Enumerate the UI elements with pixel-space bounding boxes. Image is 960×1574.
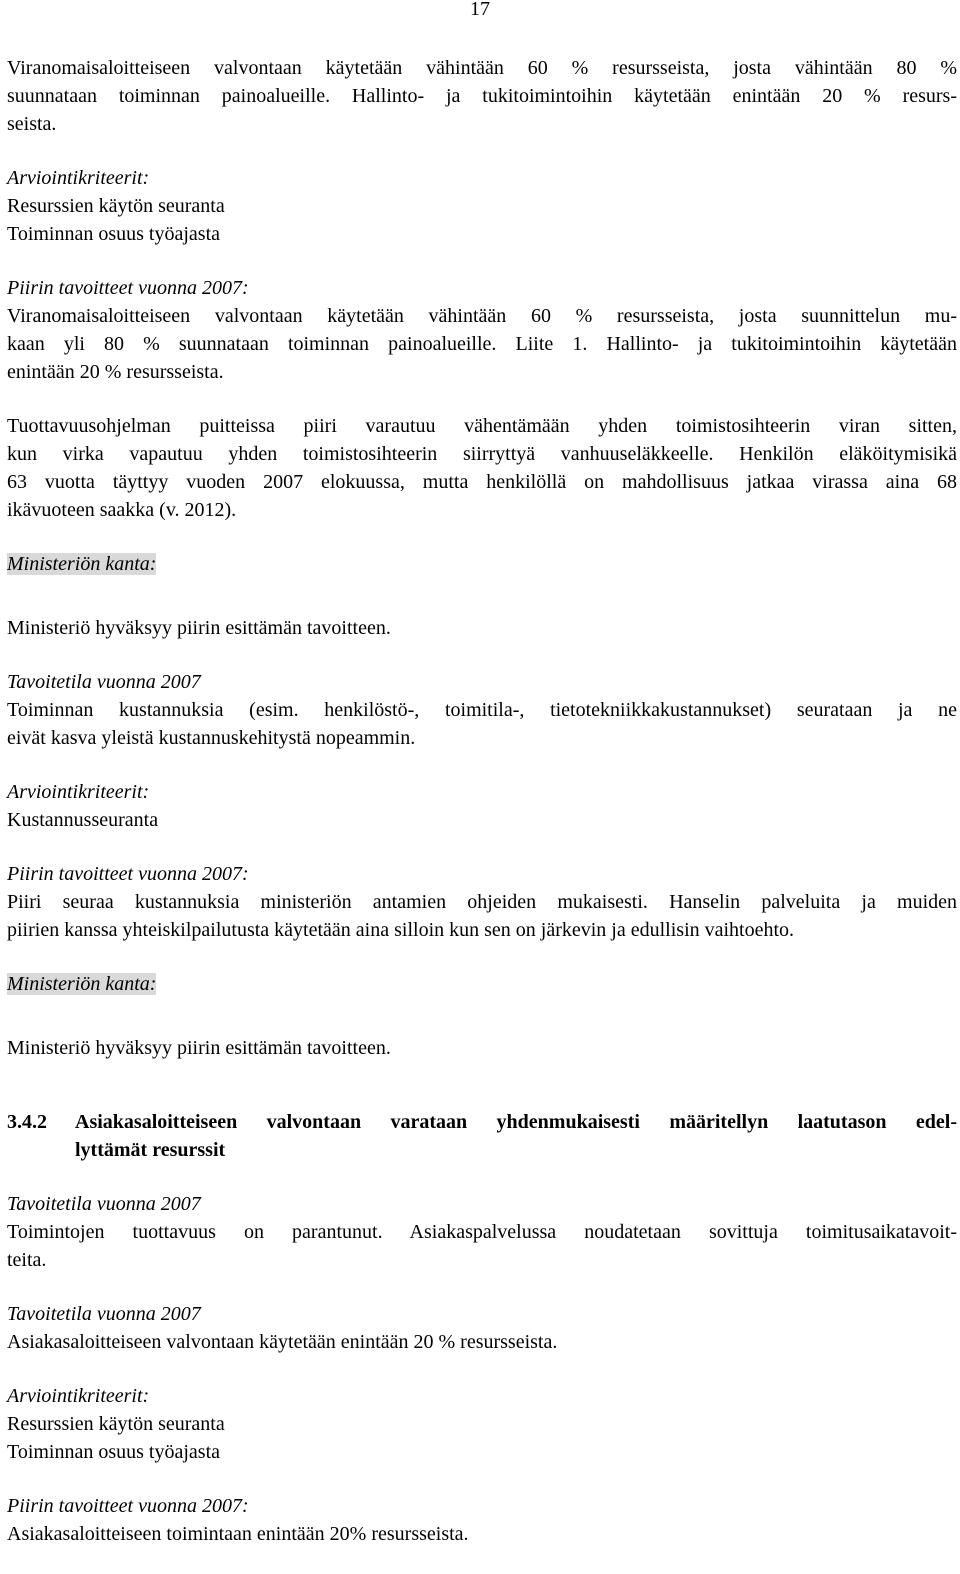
target-state-block	[7, 1190, 957, 1274]
text-line: 63 vuotta täyttyy vuoden 2007 elokuussa, mutta henkilöllä on mahdollisuus jatkaa virassa aina 68	[7, 471, 957, 493]
text-line: ikävuoteen saakka (v. 2012).	[7, 499, 237, 521]
text-line: Tuottavuusohjelman puitteissa piiri varautuu vähentämään yhden toimistosihteerin viran sitten,	[7, 415, 957, 437]
text-line: Ministeriö hyväksyy piirin esittämän tavoitteen.	[7, 1037, 391, 1059]
text-line: kaan yli 80 % suunnataan toiminnan painoalueille. Liite 1. Hallinto- ja tukitoimintoihin käytetään	[7, 333, 957, 355]
ministry-approval	[7, 614, 957, 642]
text-line: Asiakasaloitteiseen toimintaan enintään 20% resursseista.	[7, 1523, 469, 1545]
criteria-block	[7, 778, 957, 834]
section-label: Ministeriön kanta:	[7, 973, 157, 995]
text-line: Toiminnan osuus työajasta	[7, 1441, 221, 1463]
text-line: Toiminnan kustannuksia (esim. henkilöstö-, toimitila-, tietotekniikkakustannukset) seurataan ja ne	[7, 699, 957, 721]
productivity-paragraph	[7, 412, 957, 524]
text-line: Toimintojen tuottavuus on parantunut. Asiakaspalvelussa noudatetaan sovittuja toimitusaikatavoit-	[7, 1221, 957, 1243]
text-line: Kustannusseuranta	[7, 809, 159, 831]
target-state-block	[7, 668, 957, 752]
text-line: Resurssien käytön seuranta	[7, 1413, 225, 1435]
ministry-position-label	[7, 970, 957, 998]
text-line: eivät kasva yleistä kustannuskehitystä nopeammin.	[7, 727, 416, 749]
page-number: 17	[470, 0, 490, 20]
criteria-block	[7, 164, 957, 248]
heading-line: lyttämät resurssit	[75, 1139, 226, 1161]
target-state-block	[7, 1300, 957, 1356]
section-label: Tavoitetila vuonna 2007	[7, 671, 201, 693]
document-body	[7, 54, 957, 1574]
text-line: Viranomaisaloitteiseen valvontaan käytetään vähintään 60 % resursseista, josta vähintään 80 %	[7, 57, 957, 79]
section-label: Tavoitetila vuonna 2007	[7, 1193, 201, 1215]
text-line: Ministeriö hyväksyy piirin esittämän tavoitteen.	[7, 617, 391, 639]
section-heading	[7, 1108, 957, 1164]
text-line: seista.	[7, 113, 57, 135]
section-number: 3.4.2	[7, 1111, 47, 1133]
section-label: Arviointikriteerit:	[7, 167, 150, 189]
section-label: Ministeriön kanta:	[7, 553, 157, 575]
section-label: Tavoitetila vuonna 2007	[7, 1303, 201, 1325]
paragraph-resource-allocation	[7, 54, 957, 138]
district-goals-block	[7, 274, 957, 386]
text-line: enintään 20 % resursseista.	[7, 361, 224, 383]
section-label: Arviointikriteerit:	[7, 781, 150, 803]
heading-line: Asiakasaloitteiseen valvontaan varataan yhdenmukaisesti määritellyn laatutason edel-	[75, 1111, 957, 1133]
district-goals-block	[7, 1492, 957, 1548]
text-line: kun virka vapautuu yhden toimistosihteerin siirryttyä vanhuuseläkkeelle. Henkilön eläköitymisikä	[7, 443, 957, 465]
text-line: Resurssien käytön seuranta	[7, 195, 225, 217]
district-goals-block	[7, 860, 957, 944]
text-line: teita.	[7, 1249, 47, 1271]
section-label: Piirin tavoitteet vuonna 2007:	[7, 277, 249, 299]
text-line: suunnataan toiminnan painoalueille. Hallinto- ja tukitoimintoihin käytetään enintään 20 % resurs-	[7, 85, 957, 107]
ministry-position-label	[7, 550, 957, 578]
section-label: Piirin tavoitteet vuonna 2007:	[7, 1495, 249, 1517]
text-line: Toiminnan osuus työajasta	[7, 223, 221, 245]
section-label: Arviointikriteerit:	[7, 1385, 150, 1407]
text-line: Viranomaisaloitteiseen valvontaan käytetään vähintään 60 % resursseista, josta suunnittelun mu-	[7, 305, 957, 327]
text-line: Piiri seuraa kustannuksia ministeriön antamien ohjeiden mukaisesti. Hanselin palveluita ja muiden	[7, 891, 957, 913]
section-label: Piirin tavoitteet vuonna 2007:	[7, 863, 249, 885]
ministry-approval	[7, 1034, 957, 1062]
text-line: Asiakasaloitteiseen valvontaan käytetään enintään 20 % resursseista.	[7, 1331, 558, 1353]
text-line: piirien kanssa yhteiskilpailutusta käytetään aina silloin kun sen on järkevin ja edullisin vaihtoehto.	[7, 919, 795, 941]
criteria-block	[7, 1382, 957, 1466]
